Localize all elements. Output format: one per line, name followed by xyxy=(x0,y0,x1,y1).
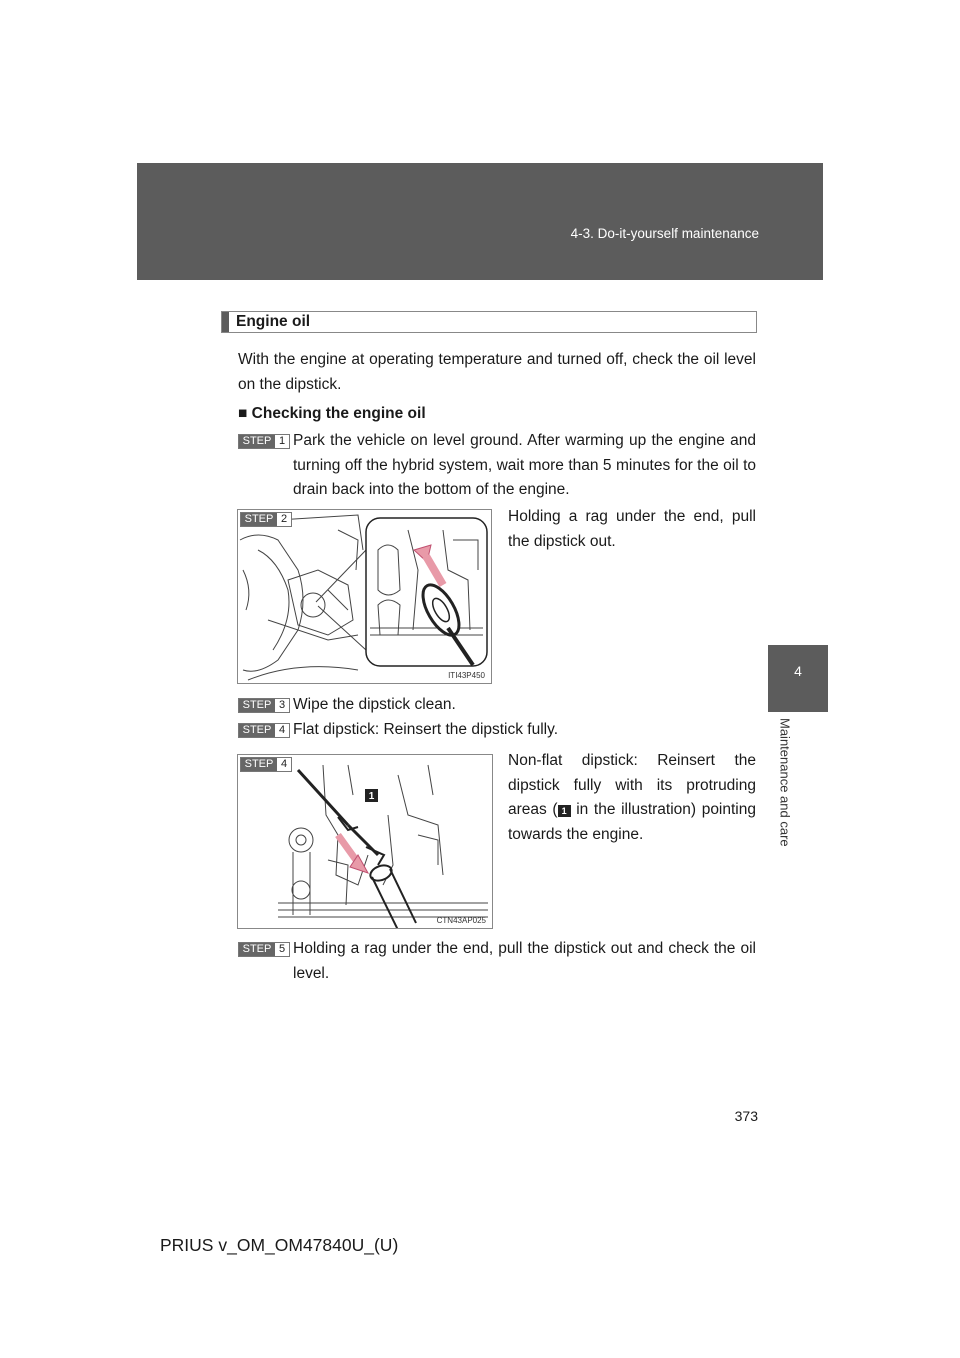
step-4-nonflat-text xyxy=(508,749,756,847)
step-badge-number: 1 xyxy=(275,435,289,448)
step-5-text: Holding a rag under the end, pull the dipstick out and check the oil level. xyxy=(293,940,756,982)
step-3-text: Wipe the dipstick clean. xyxy=(293,696,456,713)
chapter-tab-label xyxy=(771,718,799,868)
step-badge-label: STEP xyxy=(241,513,277,526)
step-badge-number: 4 xyxy=(275,724,289,737)
step-badge-number: 4 xyxy=(277,758,291,771)
step-badge-number: 2 xyxy=(277,513,291,526)
step-badge-label: STEP xyxy=(239,943,275,956)
step-4-nonflat-text-before: Non-flat dipstick: Reinsert the dipstick fully with its protruding areas ( xyxy=(508,752,756,818)
step-badge-5 xyxy=(238,942,290,957)
step-badge-label: STEP xyxy=(241,758,277,771)
page-number: 373 xyxy=(734,1108,758,1124)
svg-text:1: 1 xyxy=(368,791,375,802)
section-title xyxy=(221,311,757,333)
intro-paragraph: With the engine at operating temperature and turned off, check the oil level on the dipstick. xyxy=(238,351,756,393)
callout-1-icon: 1 xyxy=(558,805,571,817)
subheading: ■ Checking the engine oil xyxy=(238,405,426,422)
chapter-tab-label-text: Maintenance and care xyxy=(777,718,793,847)
step-2-text: Holding a rag under the end, pull the dipstick out. xyxy=(508,508,756,550)
chapter-tab xyxy=(768,645,828,712)
figure-code: CTN43AP025 xyxy=(436,916,486,925)
step-badge-4-flat xyxy=(238,723,290,738)
step-badge-2 xyxy=(240,512,292,527)
step-badge-label: STEP xyxy=(239,435,275,448)
figure-code: ITI43P450 xyxy=(448,671,485,680)
figure-reinsert-dipstick xyxy=(237,754,493,929)
header-band xyxy=(137,163,823,280)
figure-pull-dipstick xyxy=(237,509,492,684)
footer-document-id: PRIUS v_OM_OM47840U_(U) xyxy=(160,1235,399,1255)
step-1-text: Park the vehicle on level ground. After warming up the engine and turning off the hybrid system, wait more than 5 minutes for the oil to drain back into the bottom of the engine. xyxy=(293,432,756,498)
engine-bay-illustration xyxy=(238,510,492,684)
step-4-nonflat-text-after: in the illustration) pointing towards the engine. xyxy=(508,801,756,843)
step-badge-4-nonflat xyxy=(240,757,292,772)
section-title-text: Engine oil xyxy=(236,313,311,330)
step-badge-number: 3 xyxy=(275,699,289,712)
step-badge-label: STEP xyxy=(239,724,275,737)
step-4-flat-text: Flat dipstick: Reinsert the dipstick fully. xyxy=(293,721,559,738)
step-badge-label: STEP xyxy=(239,699,275,712)
section-title-bar xyxy=(222,312,229,332)
dipstick-tube-illustration xyxy=(238,755,493,929)
step-badge-3 xyxy=(238,698,290,713)
step-badge-number: 5 xyxy=(275,943,289,956)
chapter-tab-number: 4 xyxy=(794,663,802,679)
step-badge-1 xyxy=(238,434,290,449)
header-section-title: 4-3. Do-it-yourself maintenance xyxy=(570,226,759,241)
